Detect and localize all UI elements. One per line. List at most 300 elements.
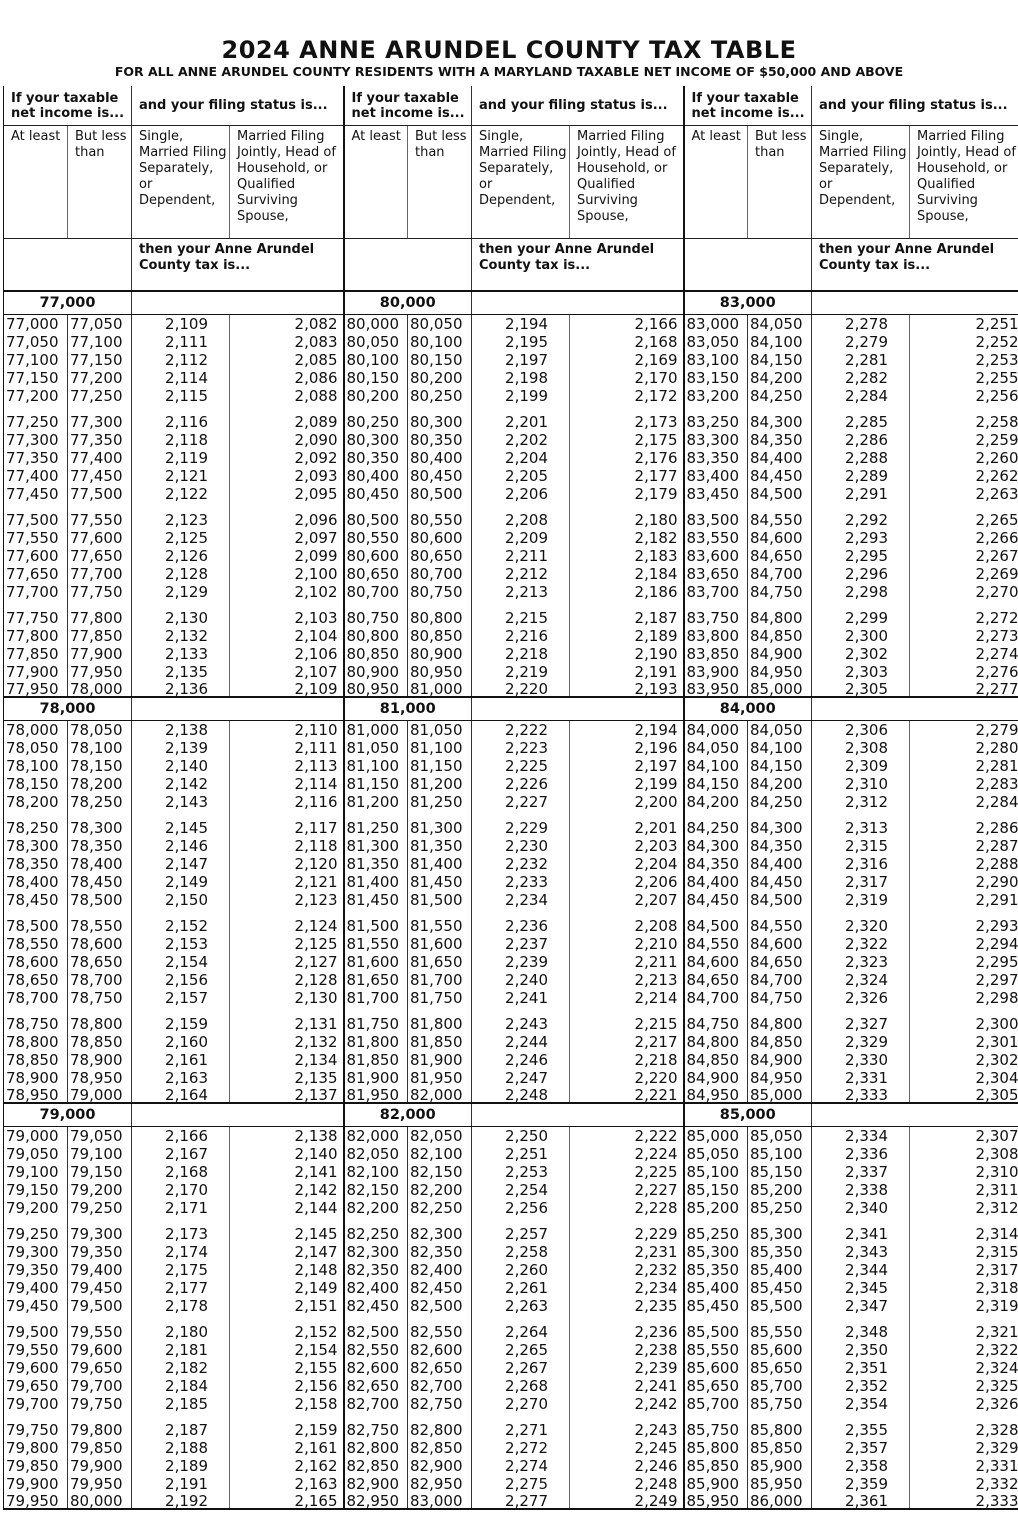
married-tax-cell: 2,111 [230, 739, 344, 757]
married-tax-cell: 2,127 [230, 953, 344, 971]
married-tax-cell: 2,294 [910, 935, 1018, 953]
married-tax-cell: 2,155 [230, 1359, 344, 1377]
married-tax-cell: 2,207 [570, 891, 684, 909]
single-tax-cell: 2,250 [472, 1127, 570, 1146]
at-least-cell: 83,350 [684, 449, 748, 467]
married-tax-cell: 2,183 [570, 547, 684, 565]
married-tax-cell: 2,149 [230, 1279, 344, 1297]
single-tax-cell: 2,163 [132, 1069, 230, 1087]
at-least-cell: 81,800 [344, 1033, 408, 1051]
at-least-cell: 83,250 [684, 405, 748, 431]
but-less-cell: 85,000 [750, 681, 803, 697]
table-row [4, 1163, 1018, 1181]
but-less-cell: 85,650 [750, 1359, 803, 1377]
but-less-cell: 81,750 [410, 989, 463, 1007]
at-least-cell: 81,650 [344, 971, 408, 989]
at-least-cell: 85,300 [684, 1243, 748, 1261]
at-least-cell: 82,450 [344, 1297, 408, 1315]
single-tax-cell: 2,152 [132, 909, 230, 935]
married-tax-cell: 2,161 [230, 1439, 344, 1457]
single-tax-cell: 2,188 [132, 1439, 230, 1457]
single-tax-cell: 2,357 [812, 1439, 910, 1457]
single-tax-cell: 2,288 [812, 449, 910, 467]
married-tax-cell: 2,217 [570, 1033, 684, 1051]
at-least-cell: 78,050 [4, 739, 68, 757]
but-less-cell: 77,300 [70, 413, 123, 431]
married-tax-cell: 2,333 [910, 1493, 1018, 1509]
table-row [4, 1315, 1018, 1341]
at-least-cell: 81,950 [344, 1087, 408, 1103]
table-row [4, 891, 1018, 909]
but-less-cell: 80,050 [410, 315, 463, 333]
at-least-cell: 82,950 [344, 1493, 408, 1509]
but-less-cell: 78,950 [70, 1069, 123, 1087]
at-least-cell: 77,250 [4, 405, 68, 431]
at-least-cell: 77,300 [4, 431, 68, 449]
at-least-cell: 81,100 [344, 757, 408, 775]
table-row [4, 935, 1018, 953]
at-least-cell: 77,450 [4, 485, 68, 503]
single-tax-cell: 2,142 [132, 775, 230, 793]
married-tax-cell: 2,200 [570, 793, 684, 811]
but-less-cell: 85,850 [750, 1439, 803, 1457]
at-least-cell: 77,350 [4, 449, 68, 467]
table-row [4, 333, 1018, 351]
table-row [4, 387, 1018, 405]
at-least-cell: 84,450 [684, 891, 748, 909]
married-tax-cell: 2,210 [570, 935, 684, 953]
at-least-cell: 82,650 [344, 1377, 408, 1395]
married-tax-cell: 2,238 [570, 1341, 684, 1359]
single-tax-cell: 2,138 [132, 721, 230, 740]
but-less-cell: 85,700 [750, 1377, 803, 1395]
at-least-cell: 80,350 [344, 449, 408, 467]
but-less-cell: 84,400 [750, 855, 803, 873]
single-tax-cell: 2,317 [812, 873, 910, 891]
table-row [4, 1413, 1018, 1439]
single-tax-cell: 2,182 [132, 1359, 230, 1377]
single-tax-cell: 2,319 [812, 891, 910, 909]
but-less-cell: 78,800 [70, 1015, 123, 1033]
header-status: and your filing status is... [132, 86, 344, 126]
single-tax-cell: 2,119 [132, 449, 230, 467]
at-least-cell: 83,100 [684, 351, 748, 369]
but-less-cell: 79,900 [70, 1457, 123, 1475]
married-tax-cell: 2,135 [230, 1069, 344, 1087]
but-less-cell: 80,450 [410, 467, 463, 485]
at-least-cell: 83,700 [684, 583, 748, 601]
but-less-cell: 81,050 [410, 721, 463, 739]
single-tax-cell: 2,233 [472, 873, 570, 891]
at-least-cell: 83,800 [684, 627, 748, 645]
single-tax-cell: 2,167 [132, 1145, 230, 1163]
at-least-cell: 81,150 [344, 775, 408, 793]
header-blank [4, 239, 132, 292]
table-row [4, 909, 1018, 935]
single-tax-cell: 2,116 [132, 405, 230, 431]
single-tax-cell: 2,241 [472, 989, 570, 1007]
single-tax-cell: 2,212 [472, 565, 570, 583]
header-row-then [4, 239, 1018, 292]
table-row [4, 1217, 1018, 1243]
single-tax-cell: 2,140 [132, 757, 230, 775]
table-row [4, 739, 1018, 757]
at-least-cell: 83,200 [684, 387, 748, 405]
but-less-cell: 79,700 [70, 1377, 123, 1395]
at-least-cell: 84,750 [684, 1007, 748, 1033]
but-less-cell: 80,900 [410, 645, 463, 663]
at-least-cell: 81,350 [344, 855, 408, 873]
married-tax-cell: 2,242 [570, 1395, 684, 1413]
tax-table [3, 86, 1018, 1510]
married-tax-cell: 2,085 [230, 351, 344, 369]
married-tax-cell: 2,272 [910, 601, 1018, 627]
single-tax-cell: 2,239 [472, 953, 570, 971]
at-least-cell: 80,000 [344, 315, 408, 334]
married-tax-cell: 2,147 [230, 1243, 344, 1261]
single-tax-cell: 2,164 [132, 1087, 230, 1103]
married-tax-cell: 2,297 [910, 971, 1018, 989]
table-row [4, 1475, 1018, 1493]
at-least-cell: 84,200 [684, 793, 748, 811]
at-least-cell: 81,900 [344, 1069, 408, 1087]
married-tax-cell: 2,220 [570, 1069, 684, 1087]
single-tax-cell: 2,271 [472, 1413, 570, 1439]
at-least-cell: 77,550 [4, 529, 68, 547]
section-label: 81,000 [344, 697, 472, 721]
at-least-cell: 85,250 [684, 1217, 748, 1243]
single-tax-cell: 2,223 [472, 739, 570, 757]
but-less-cell: 85,550 [750, 1323, 803, 1341]
at-least-cell: 78,550 [4, 935, 68, 953]
single-tax-cell: 2,215 [472, 601, 570, 627]
but-less-cell: 84,200 [750, 775, 803, 793]
single-tax-cell: 2,341 [812, 1217, 910, 1243]
single-tax-cell: 2,282 [812, 369, 910, 387]
at-least-cell: 81,600 [344, 953, 408, 971]
single-tax-cell: 2,265 [472, 1341, 570, 1359]
at-least-cell: 83,550 [684, 529, 748, 547]
married-tax-cell: 2,083 [230, 333, 344, 351]
single-tax-cell: 2,123 [132, 503, 230, 529]
but-less-cell: 79,500 [70, 1297, 123, 1315]
table-row [4, 873, 1018, 891]
single-tax-cell: 2,257 [472, 1217, 570, 1243]
married-tax-cell: 2,263 [910, 485, 1018, 503]
married-tax-cell: 2,280 [910, 739, 1018, 757]
at-least-cell: 82,850 [344, 1457, 408, 1475]
single-tax-cell: 2,234 [472, 891, 570, 909]
at-least-cell: 85,550 [684, 1341, 748, 1359]
single-tax-cell: 2,256 [472, 1199, 570, 1217]
header-but-less: But less than [748, 126, 812, 239]
single-tax-cell: 2,191 [132, 1475, 230, 1493]
table-row [4, 485, 1018, 503]
single-tax-cell: 2,126 [132, 547, 230, 565]
table-row [4, 1297, 1018, 1315]
but-less-cell: 81,300 [410, 819, 463, 837]
married-tax-cell: 2,201 [570, 811, 684, 837]
single-tax-cell: 2,171 [132, 1199, 230, 1217]
married-tax-cell: 2,236 [570, 1315, 684, 1341]
table-row [4, 953, 1018, 971]
single-tax-cell: 2,292 [812, 503, 910, 529]
single-tax-cell: 2,227 [472, 793, 570, 811]
but-less-cell: 81,950 [410, 1069, 463, 1087]
married-tax-cell: 2,089 [230, 405, 344, 431]
at-least-cell: 81,550 [344, 935, 408, 953]
married-tax-cell: 2,332 [910, 1475, 1018, 1493]
at-least-cell: 84,550 [684, 935, 748, 953]
at-least-cell: 85,750 [684, 1413, 748, 1439]
married-tax-cell: 2,265 [910, 503, 1018, 529]
single-tax-cell: 2,333 [812, 1087, 910, 1103]
married-tax-cell: 2,329 [910, 1439, 1018, 1457]
single-tax-cell: 2,184 [132, 1377, 230, 1395]
but-less-cell: 77,800 [70, 609, 123, 627]
table-row [4, 775, 1018, 793]
table-row [4, 811, 1018, 837]
but-less-cell: 84,350 [750, 431, 803, 449]
single-tax-cell: 2,209 [472, 529, 570, 547]
married-tax-cell: 2,096 [230, 503, 344, 529]
single-tax-cell: 2,115 [132, 387, 230, 405]
but-less-cell: 84,900 [750, 1051, 803, 1069]
header-income: If your taxable net income is... [4, 86, 132, 126]
single-tax-cell: 2,129 [132, 583, 230, 601]
at-least-cell: 79,100 [4, 1163, 68, 1181]
but-less-cell: 81,800 [410, 1015, 463, 1033]
married-tax-cell: 2,325 [910, 1377, 1018, 1395]
at-least-cell: 77,800 [4, 627, 68, 645]
married-tax-cell: 2,162 [230, 1457, 344, 1475]
married-tax-cell: 2,120 [230, 855, 344, 873]
single-tax-cell: 2,274 [472, 1457, 570, 1475]
at-least-cell: 77,900 [4, 663, 68, 681]
table-row [4, 1341, 1018, 1359]
at-least-cell: 77,200 [4, 387, 68, 405]
at-least-cell: 77,000 [4, 315, 68, 334]
at-least-cell: 85,500 [684, 1315, 748, 1341]
at-least-cell: 79,750 [4, 1413, 68, 1439]
married-tax-cell: 2,125 [230, 935, 344, 953]
married-tax-cell: 2,290 [910, 873, 1018, 891]
but-less-cell: 84,850 [750, 1033, 803, 1051]
header-then: then your Anne Arundel County tax is... [132, 239, 344, 292]
married-tax-cell: 2,319 [910, 1297, 1018, 1315]
table-row [4, 1395, 1018, 1413]
but-less-cell: 83,000 [408, 1493, 472, 1509]
but-less-cell: 78,300 [70, 819, 123, 837]
but-less-cell: 77,350 [70, 431, 123, 449]
married-tax-cell: 2,130 [230, 989, 344, 1007]
section-spacer [472, 1103, 684, 1127]
at-least-cell: 85,150 [684, 1181, 748, 1199]
married-tax-cell: 2,222 [570, 1127, 684, 1146]
married-tax-cell: 2,100 [230, 565, 344, 583]
single-tax-cell: 2,130 [132, 601, 230, 627]
single-tax-cell: 2,315 [812, 837, 910, 855]
but-less-cell: 82,050 [410, 1127, 463, 1145]
at-least-cell: 78,000 [4, 721, 68, 740]
married-tax-cell: 2,093 [230, 467, 344, 485]
married-tax-cell: 2,187 [570, 601, 684, 627]
single-tax-cell: 2,348 [812, 1315, 910, 1341]
but-less-cell: 84,100 [750, 739, 803, 757]
but-less-cell: 84,700 [750, 971, 803, 989]
married-tax-cell: 2,166 [570, 315, 684, 334]
at-least-cell: 80,800 [344, 627, 408, 645]
section-spacer [132, 291, 344, 315]
but-less-cell: 78,650 [70, 953, 123, 971]
married-tax-cell: 2,331 [910, 1457, 1018, 1475]
married-tax-cell: 2,284 [910, 793, 1018, 811]
table-row [4, 757, 1018, 775]
single-tax-cell: 2,194 [472, 315, 570, 334]
single-tax-cell: 2,192 [132, 1493, 230, 1509]
at-least-cell: 85,000 [684, 1127, 748, 1146]
single-tax-cell: 2,322 [812, 935, 910, 953]
but-less-cell: 84,900 [750, 645, 803, 663]
header-status: and your filing status is... [472, 86, 684, 126]
married-tax-cell: 2,305 [910, 1087, 1018, 1103]
but-less-cell: 84,400 [750, 449, 803, 467]
but-less-cell: 77,550 [70, 511, 123, 529]
section-spacer [472, 291, 684, 315]
table-row [4, 503, 1018, 529]
but-less-cell: 80,750 [410, 583, 463, 601]
married-tax-cell: 2,138 [230, 1127, 344, 1146]
page-title: 2024 ANNE ARUNDEL COUNTY TAX TABLE [221, 36, 797, 64]
but-less-cell: 79,300 [70, 1225, 123, 1243]
at-least-cell: 78,650 [4, 971, 68, 989]
single-tax-cell: 2,240 [472, 971, 570, 989]
but-less-cell: 84,050 [750, 315, 803, 333]
single-tax-cell: 2,312 [812, 793, 910, 811]
but-less-cell: 81,600 [410, 935, 463, 953]
married-tax-cell: 2,235 [570, 1297, 684, 1315]
at-least-cell: 84,400 [684, 873, 748, 891]
but-less-cell: 77,150 [70, 351, 123, 369]
single-tax-cell: 2,275 [472, 1475, 570, 1493]
married-tax-cell: 2,214 [570, 989, 684, 1007]
married-tax-cell: 2,156 [230, 1377, 344, 1395]
single-tax-cell: 2,187 [132, 1413, 230, 1439]
at-least-cell: 80,200 [344, 387, 408, 405]
table-row [4, 405, 1018, 431]
table-row [4, 1051, 1018, 1069]
married-tax-cell: 2,163 [230, 1475, 344, 1493]
table-row [4, 1181, 1018, 1199]
at-least-cell: 78,950 [4, 1087, 68, 1103]
header-single: Single, Married Filing Separately, or Dependent, [132, 126, 230, 239]
single-tax-cell: 2,340 [812, 1199, 910, 1217]
at-least-cell: 80,450 [344, 485, 408, 503]
married-tax-cell: 2,190 [570, 645, 684, 663]
but-less-cell: 81,550 [410, 917, 463, 935]
at-least-cell: 79,900 [4, 1475, 68, 1493]
married-tax-cell: 2,225 [570, 1163, 684, 1181]
at-least-cell: 83,900 [684, 663, 748, 681]
at-least-cell: 80,500 [344, 503, 408, 529]
at-least-cell: 77,500 [4, 503, 68, 529]
single-tax-cell: 2,268 [472, 1377, 570, 1395]
at-least-cell: 85,950 [684, 1493, 748, 1509]
at-least-cell: 78,150 [4, 775, 68, 793]
married-tax-cell: 2,165 [230, 1493, 344, 1509]
but-less-cell: 85,750 [750, 1395, 803, 1413]
but-less-cell: 78,900 [70, 1051, 123, 1069]
single-tax-cell: 2,285 [812, 405, 910, 431]
but-less-cell: 81,700 [410, 971, 463, 989]
at-least-cell: 84,000 [684, 721, 748, 740]
single-tax-cell: 2,327 [812, 1007, 910, 1033]
but-less-cell: 85,350 [750, 1243, 803, 1261]
but-less-cell: 80,850 [410, 627, 463, 645]
at-least-cell: 82,900 [344, 1475, 408, 1493]
but-less-cell: 84,850 [750, 627, 803, 645]
at-least-cell: 78,300 [4, 837, 68, 855]
but-less-cell: 77,200 [70, 369, 123, 387]
at-least-cell: 82,800 [344, 1439, 408, 1457]
married-tax-cell: 2,322 [910, 1341, 1018, 1359]
married-tax-cell: 2,131 [230, 1007, 344, 1033]
but-less-cell: 81,850 [410, 1033, 463, 1051]
married-tax-cell: 2,301 [910, 1033, 1018, 1051]
at-least-cell: 85,650 [684, 1377, 748, 1395]
but-less-cell: 81,450 [410, 873, 463, 891]
single-tax-cell: 2,329 [812, 1033, 910, 1051]
but-less-cell: 78,100 [70, 739, 123, 757]
but-less-cell: 77,650 [70, 547, 123, 565]
section-spacer [812, 697, 1018, 721]
at-least-cell: 77,650 [4, 565, 68, 583]
but-less-cell: 82,250 [410, 1199, 463, 1217]
at-least-cell: 84,850 [684, 1051, 748, 1069]
single-tax-cell: 2,324 [812, 971, 910, 989]
but-less-cell: 80,250 [410, 387, 463, 405]
at-least-cell: 78,450 [4, 891, 68, 909]
but-less-cell: 84,750 [750, 583, 803, 601]
single-tax-cell: 2,154 [132, 953, 230, 971]
tax-table-wrapper [3, 86, 1018, 1510]
married-tax-cell: 2,274 [910, 645, 1018, 663]
at-least-cell: 79,650 [4, 1377, 68, 1395]
married-tax-cell: 2,249 [570, 1493, 684, 1509]
but-less-cell: 85,150 [750, 1163, 803, 1181]
but-less-cell: 77,950 [70, 663, 123, 681]
at-least-cell: 85,800 [684, 1439, 748, 1457]
married-tax-cell: 2,245 [570, 1439, 684, 1457]
married-tax-cell: 2,097 [230, 529, 344, 547]
single-tax-cell: 2,326 [812, 989, 910, 1007]
but-less-cell: 78,250 [70, 793, 123, 811]
section-label: 78,000 [4, 697, 132, 721]
at-least-cell: 79,000 [4, 1127, 68, 1146]
but-less-cell: 81,500 [410, 891, 463, 909]
married-tax-cell: 2,277 [910, 681, 1018, 697]
single-tax-cell: 2,208 [472, 503, 570, 529]
at-least-cell: 81,200 [344, 793, 408, 811]
at-least-cell: 81,250 [344, 811, 408, 837]
married-tax-cell: 2,086 [230, 369, 344, 387]
but-less-cell: 82,900 [410, 1457, 463, 1475]
at-least-cell: 83,400 [684, 467, 748, 485]
single-tax-cell: 2,181 [132, 1341, 230, 1359]
single-tax-cell: 2,189 [132, 1457, 230, 1475]
table-row [4, 601, 1018, 627]
married-tax-cell: 2,194 [570, 721, 684, 740]
